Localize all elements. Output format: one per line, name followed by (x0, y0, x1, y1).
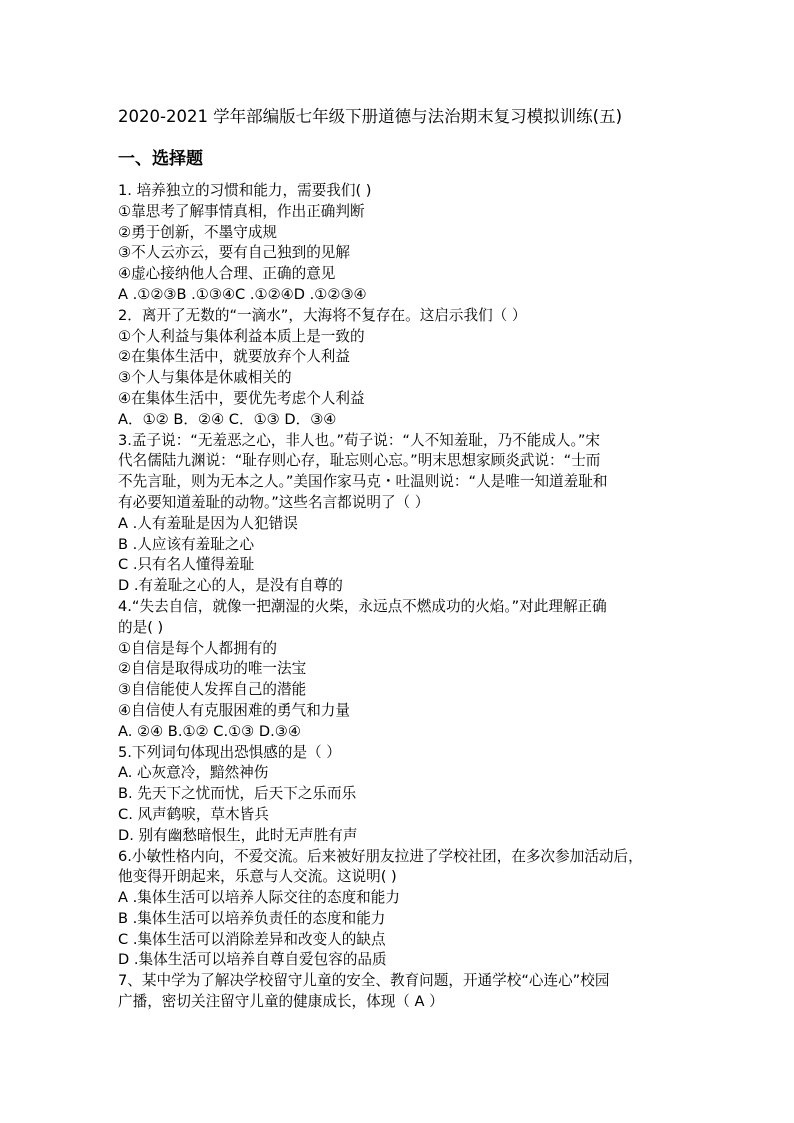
text-line: ①自信是每个人都拥有的 (118, 639, 278, 657)
text-line: ④自信使人有克服困难的勇气和力量 (118, 701, 350, 719)
text-line: 6.小敏性格内向，不爱交流。后来被好朋友拉进了学校社团，在多次参加活动后， (118, 847, 643, 865)
text-line: ③不人云亦云，要有自己独到的见解 (118, 244, 350, 262)
text-line: 3.孟子说：“无羞恶之心，非人也。”荀子说：“人不知羞耻，乃不能成人。”宋 (118, 431, 600, 449)
text-line: C .集体生活可以消除差异和改变人的缺点 (118, 930, 386, 948)
text-line: 有必要知道羞耻的动物。”这些名言都说明了（ ） (118, 493, 430, 511)
text-line: ②在集体生活中，就要放弃个人利益 (118, 348, 350, 366)
text-line: 1. 培养独立的习惯和能力，需要我们( ) (118, 182, 372, 199)
text-line: ②自信是取得成功的唯一法宝 (118, 660, 307, 678)
text-line: ③个人与集体是休戚相关的 (118, 369, 292, 387)
page-title: 2020-2021 学年部编版七年级下册道德与法治期末复习模拟训练(五) (118, 107, 623, 126)
text-line: C .只有名人懂得羞耻 (118, 556, 255, 574)
text-line: D .有羞耻之心的人，是没有自尊的 (118, 577, 343, 595)
text-line: ①靠思考了解事情真相，作出正确判断 (118, 202, 365, 220)
text-line: A .人有羞耻是因为人犯错误 (118, 514, 298, 532)
text-line: 的是( ) (118, 618, 164, 636)
text-line: A .①②③B .①③④C .①②④D .①②③④ (118, 285, 367, 303)
text-line: C. 风声鹤唳，草木皆兵 (118, 805, 269, 823)
text-line: B .人应该有羞耻之心 (118, 535, 255, 553)
text-line: B. 先天下之忧而忧，后天下之乐而乐 (118, 785, 357, 803)
text-line: A. ②④ B.①② C.①③ D.③④ (118, 722, 301, 740)
text-line: 代名儒陆九渊说：“耻存则心存，耻忘则心忘。”明末思想家顾炎武说：“士而 (118, 452, 601, 470)
text-line: ②勇于创新，不墨守成规 (118, 223, 278, 241)
text-line: 7、某中学为了解决学校留守儿童的安全、教育问题，开通学校“心连心”校园 (118, 972, 610, 990)
text-line: ④在集体生活中，要优先考虑个人利益 (118, 389, 365, 407)
text-line: A．①② B．②④ C．①③ D．③④ (118, 410, 337, 428)
text-line: D .集体生活可以培养自尊自爱包容的品质 (118, 951, 387, 969)
text-line: 他变得开朗起来，乐意与人交流。这说明( ) (118, 868, 397, 886)
text-line: ④虚心接纳他人合理、正确的意见 (118, 265, 336, 283)
text-line: 5.下列词句体现出恐惧感的是（ ） (118, 743, 341, 761)
text-line: 广播，密切关注留守儿童的健康成长，体现（ A ） (118, 993, 444, 1011)
text-line: A. 心灰意冷，黯然神伤 (118, 764, 269, 782)
text-line: D. 别有幽愁暗恨生，此时无声胜有声 (118, 826, 358, 844)
text-line: A .集体生活可以培养人际交往的态度和能力 (118, 889, 400, 907)
text-line: B .集体生活可以培养负责任的态度和能力 (118, 909, 386, 927)
question-content (118, 181, 680, 1013)
text-line: ①个人利益与集体利益本质上是一致的 (118, 327, 365, 345)
text-line: 不先言耻，则为无本之人。”美国作家马克・吐温则说：“人是唯一知道羞耻和 (118, 473, 608, 491)
text-line: 2．离开了无数的“一滴水”，大海将不复存在。这启示我们（ ） (118, 306, 527, 324)
text-line: 4.“失去自信，就像一把潮湿的火柴，永远点不燃成功的火焰。”对此理解正确 (118, 597, 607, 615)
text-line: ③自信能使人发挥自己的潜能 (118, 681, 307, 699)
section-heading: 一、选择题 (118, 149, 203, 169)
